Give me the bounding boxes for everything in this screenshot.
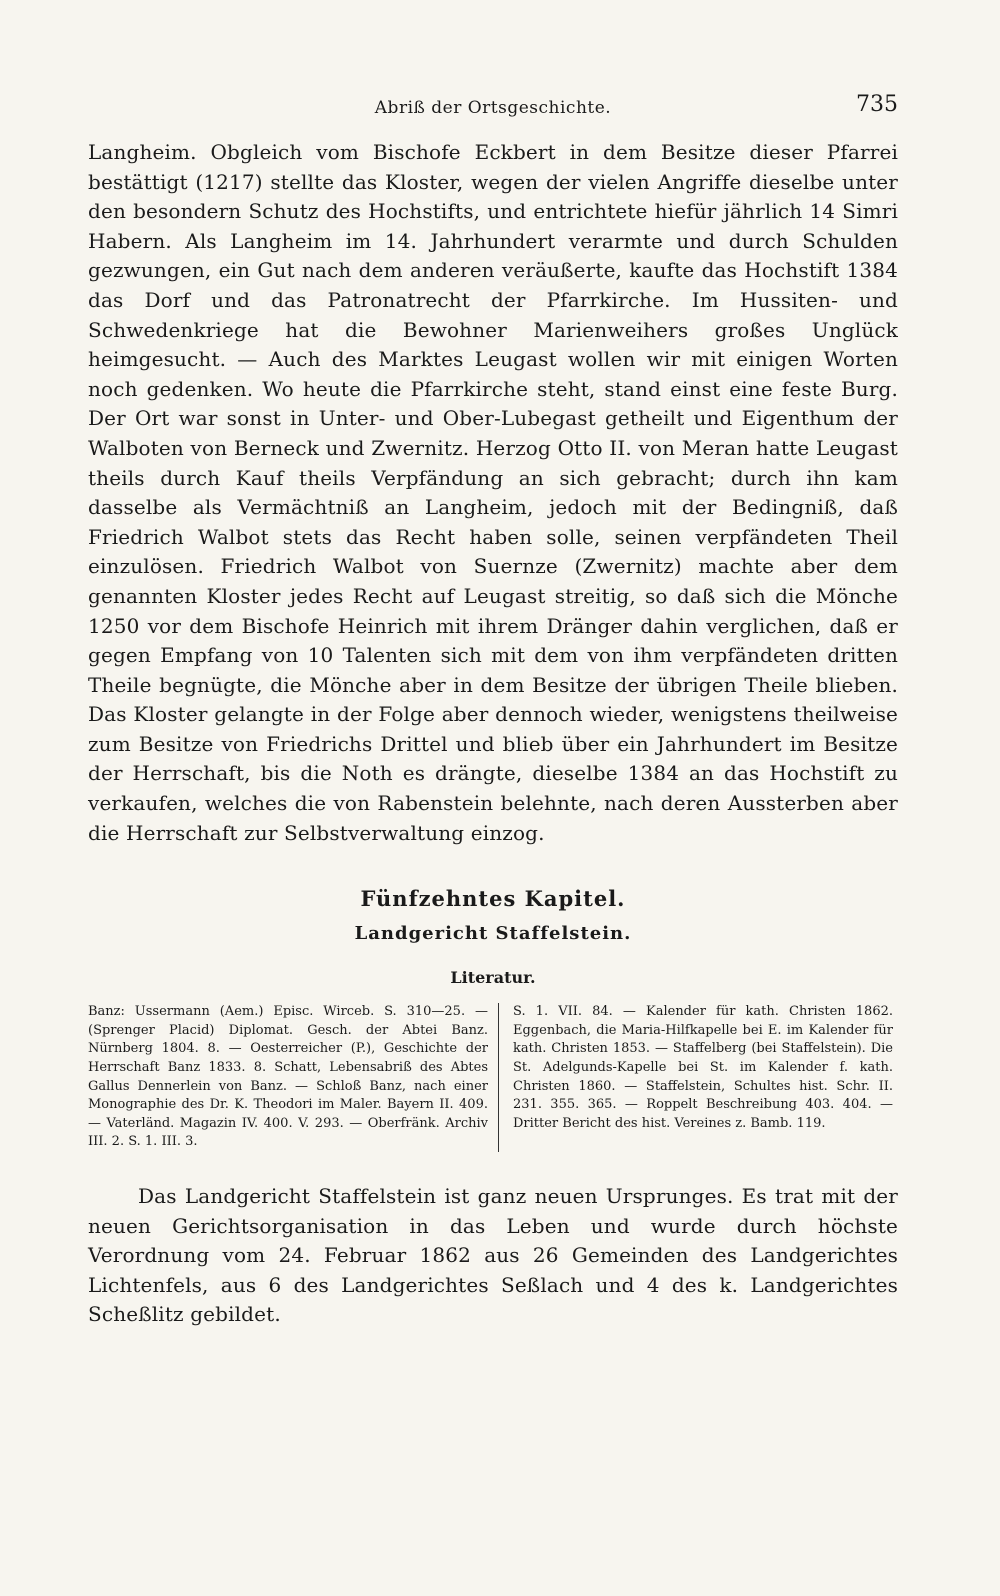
literature-columns [88,1003,898,1152]
running-title: Abriß der Ortsgeschichte. [374,98,612,118]
chapter-title: Fünfzehntes Kapitel. [360,886,626,912]
literature-heading: Literatur. [450,968,536,988]
section-title: Landgericht Staffelstein. [354,923,632,945]
literature-left-column: Banz: Ussermann (Aem.) Episc. Wirceb. S. 310—25. — (Sprenger Placid) Diplomat. Gesch. der Abtei Banz. Nürnberg 1804. 8. — Oesterreicher (P.), Geschichte der Herrschaft Banz 1833. 8. Schatt, Lebensabriß des Abtes Gallus Dennerlein von Banz. — Schloß Banz, nach einer Monographie des Dr. K. Theodori im Maler. Bayern II. 409. — Vaterländ. Magazin IV. 400. V. 293. — Oberfränk. Archiv III. 2. S. 1. III. 3. [88,1003,499,1152]
page-header [88,92,898,132]
literature-right-column: S. 1. VII. 84. — Kalender für kath. Christen 1862. Eggenbach, die Maria-Hilfkapelle bei E. im Kalender für kath. Christen 1853. — Staffelberg (bei Staffelstein). Die St. Adelgunds-Kapelle bei St. im Kalender f. kath. Christen 1860. — Staffelstein, Schultes hist. Schr. II. 231. 355. 365. — Roppelt Beschreibung 403. 404. — Dritter Bericht des hist. Vereines z. Bamb. 119. [513,1004,893,1131]
body-paragraph: Langheim. Obgleich vom Bischofe Eckbert in dem Besitze dieser Pfarrei bestättigt (1217) stellte das Kloster, wegen der vielen Angriffe dieselbe unter den besondern Schutz des Hochstifts, und entrichtete hiefür jährlich 14 Simri Habern. Als Langheim im 14. Jahrhundert verarmte und durch Schulden gezwungen, ein Gut nach dem anderen veräußerte, kaufte das Hochstift 1384 das Dorf und das Patronatrecht der Pfarrkirche. Im Hussiten- und Schwedenkriege hat die Bewohner Marienweihers großes Unglück heimgesucht. — Auch des Marktes Leugast wollen wir mit einigen Worten noch gedenken. Wo heute die Pfarrkirche steht, stand einst eine feste Burg. Der Ort war sonst in Unter- und Ober-Lubegast getheilt und Eigenthum der Walboten von Berneck und Zwernitz. Herzog Otto II. von Meran hatte Leugast theils durch Kauf theils Verpfändung an sich gebracht; durch ihn kam dasselbe als Vermächtniß an Langheim, jedoch mit der Bedingniß, daß Friedrich Walbot stets das Recht haben solle, seinen verpfändeten Theil einzulösen. Friedrich Walbot von Suernze (Zwernitz) machte aber dem genannten Kloster jedes Recht auf Leugast streitig, so daß sich die Mönche 1250 vor dem Bischofe Heinrich mit ihrem Dränger dahin verglichen, daß er gegen Empfang von 10 Talenten sich mit dem von ihm verpfändeten dritten Theile begnügte, die Mönche aber in dem Besitze der übrigen Theile blieben. Das Kloster gelangte in der Folge aber dennoch wieder, wenigstens theilweise zum Besitze von Friedrichs Drittel und blieb über ein Jahrhundert im Besitze der Herrschaft, bis die Noth es drängte, dieselbe 1384 an das Hochstift zu verkaufen, welches die von Rabenstein belehnte, nach deren Aussterben aber die Herrschaft zur Selbstverwaltung einzog. [88,140,898,845]
book-page [88,92,898,1350]
final-paragraph: Das Landgericht Staffelstein ist ganz neuen Ursprunges. Es trat mit der neuen Gerichtsorganisation in das Leben und wurde durch höchste Verordnung vom 24. Februar 1862 aus 26 Gemeinden des Landgerichtes Lichtenfels, aus 6 des Landgerichtes Seßlach und 4 des k. Landgerichtes Scheßlitz gebildet. [88,1184,898,1327]
page-number: 735 [856,92,898,117]
